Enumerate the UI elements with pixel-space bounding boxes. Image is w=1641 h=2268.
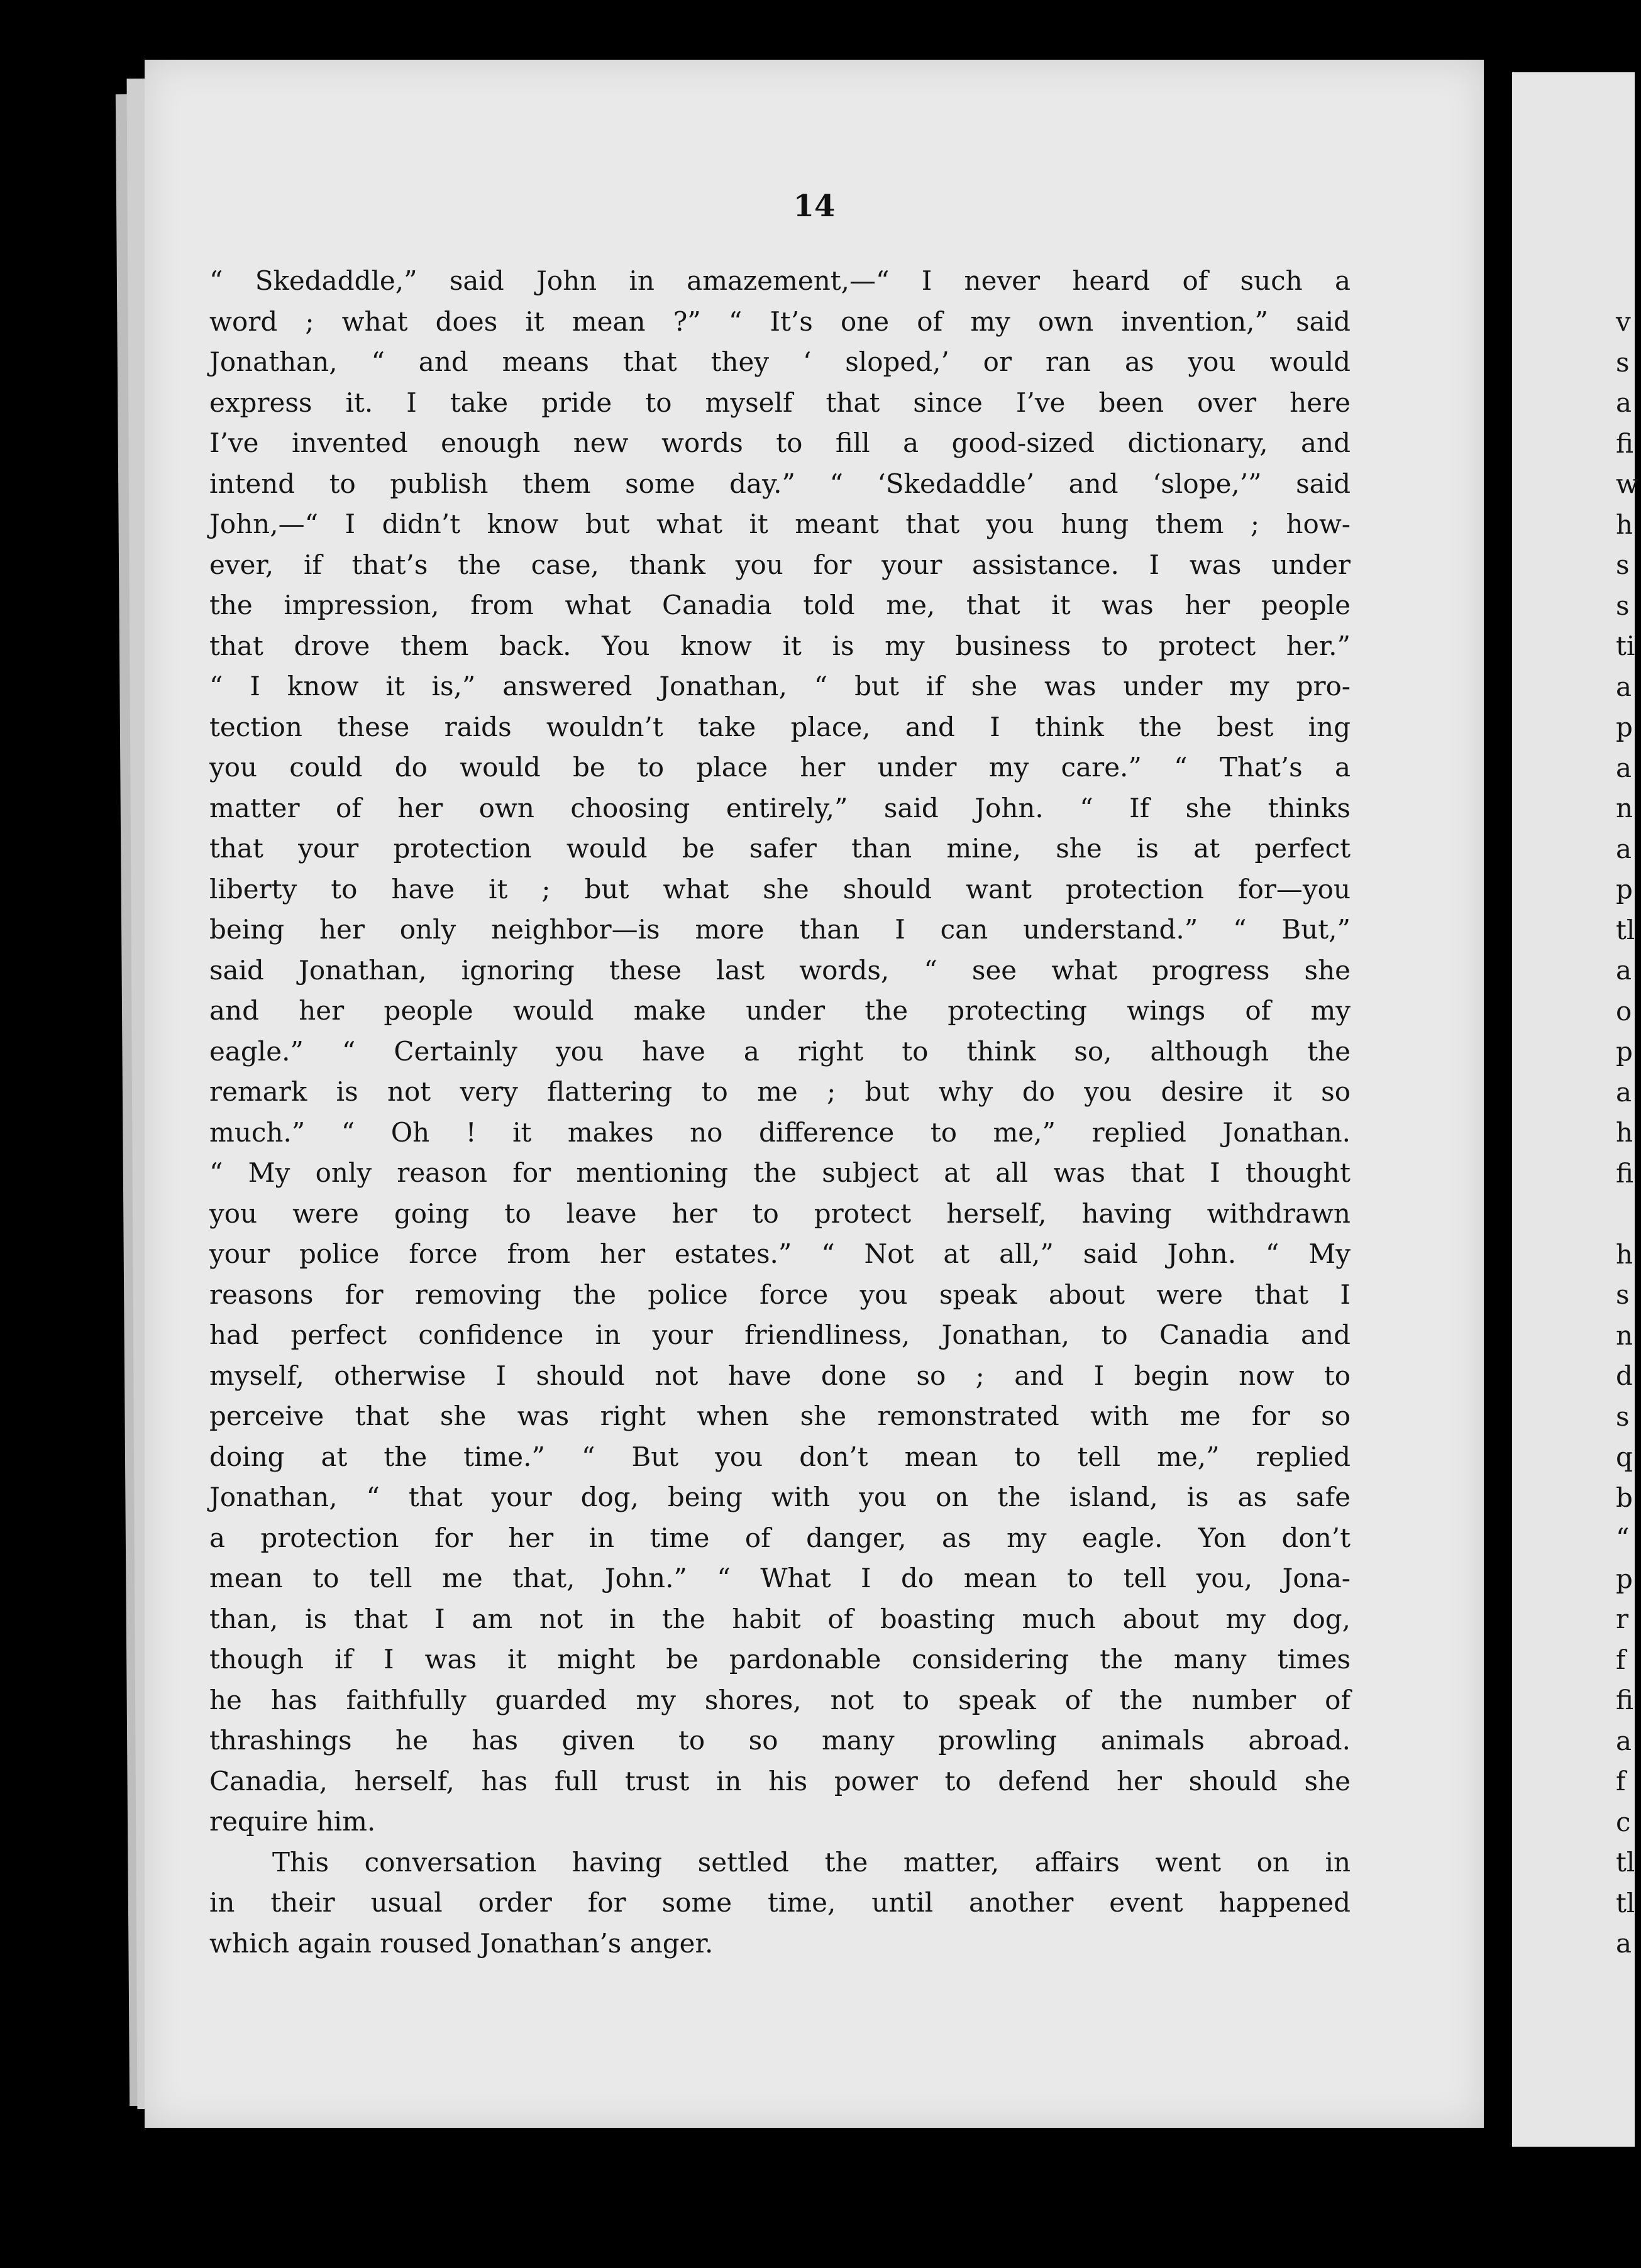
text-line: you could do would be to place her under my care.” “ That’s a	[209, 752, 1351, 783]
text-line: had perfect confidence in your friendliness, Jonathan, to Canadia and	[209, 1319, 1351, 1350]
text-line: than, is that I am not in the habit of boasting much about my dog,	[209, 1603, 1351, 1634]
text-fragment: v	[1616, 306, 1631, 337]
text-line: being her only neighbor—is more than I can understand.” “ But,”	[209, 914, 1351, 945]
text-line: matter of her own choosing entirely,” said John. “ If she thinks	[209, 792, 1351, 823]
text-fragment: fi	[1616, 1157, 1634, 1189]
text-fragment: p	[1616, 874, 1633, 905]
text-line: though if I was it might be pardonable considering the many times	[209, 1644, 1351, 1675]
text-line: and her people would make under the protecting wings of my	[209, 995, 1351, 1026]
page-number: 14	[793, 189, 836, 224]
text-line: a protection for her in time of danger, as my eagle. Yon don’t	[209, 1522, 1351, 1553]
text-fragment: p	[1616, 712, 1633, 742]
text-fragment: a	[1616, 1725, 1632, 1756]
text-line: “ Skedaddle,” said John in amazement,—“ I never heard of such a	[209, 265, 1351, 296]
text-line: thrashings he has given to so many prowling animals abroad.	[209, 1725, 1351, 1756]
text-fragment: ti	[1616, 630, 1635, 661]
text-line: liberty to have it ; but what she should want protection for—you	[209, 873, 1351, 905]
text-line: John,—“ I didn’t know but what it meant that you hung them ; how-	[209, 509, 1351, 539]
text-fragment: tl	[1616, 1847, 1635, 1878]
text-line: much.” “ Oh ! it makes no difference to me,” replied Jonathan.	[209, 1116, 1351, 1148]
book-gutter	[1484, 60, 1512, 2128]
text-line: “ I know it is,” answered Jonathan, “ but if she was under my pro-	[209, 671, 1351, 702]
text-fragment: s	[1616, 549, 1630, 580]
text-line: the impression, from what Canadia told me, that it was her people	[209, 590, 1351, 620]
text-fragment: a	[1616, 1928, 1632, 1959]
text-line: Jonathan, “ and means that they ‘ sloped,’ or ran as you would	[209, 346, 1351, 377]
text-line: that your protection would be safer than mine, she is at perfect	[209, 833, 1351, 864]
text-line: your police force from her estates.” “ Not at all,” said John. “ My	[209, 1238, 1351, 1269]
text-line: reasons for removing the police force you speak about were that I	[209, 1279, 1351, 1310]
text-fragment: n	[1616, 793, 1633, 823]
text-line: you were going to leave her to protect herself, having withdrawn	[209, 1197, 1351, 1229]
text-fragment: b	[1616, 1482, 1633, 1513]
text-fragment: h	[1616, 1238, 1633, 1270]
text-fragment: n	[1616, 1319, 1633, 1351]
text-line: word ; what does it mean ?” “ It’s one of my own invention,” said	[209, 306, 1351, 337]
text-line: eagle.” “ Certainly you have a right to think so, although the	[209, 1035, 1351, 1067]
text-line: intend to publish them some day.” “ ‘Skedaddle’ and ‘slope,’” said	[209, 468, 1351, 499]
text-line: This conversation having settled the matter, affairs went on in	[272, 1846, 1351, 1878]
text-fragment: “	[1616, 1522, 1630, 1553]
text-fragment: q	[1616, 1441, 1633, 1472]
text-fragment: s	[1616, 1279, 1630, 1310]
body-text	[209, 261, 1351, 1964]
text-fragment: o	[1616, 995, 1632, 1027]
text-fragment: a	[1616, 671, 1632, 702]
text-fragment: a	[1616, 955, 1632, 986]
text-line: Jonathan, “ that your dog, being with you on the island, is as safe	[209, 1482, 1351, 1512]
text-fragment	[1616, 1194, 1641, 1235]
text-fragment: h	[1616, 509, 1633, 540]
text-fragment: fi	[1616, 427, 1634, 459]
text-fragment: s	[1616, 590, 1630, 621]
text-fragment: a	[1616, 752, 1632, 783]
text-fragment: s	[1616, 346, 1630, 378]
text-fragment: f	[1616, 1644, 1626, 1675]
text-fragment: p	[1616, 1036, 1633, 1067]
text-fragment: r	[1616, 1604, 1629, 1634]
text-fragment: tl	[1616, 1887, 1635, 1918]
text-fragment: tl	[1616, 914, 1635, 945]
text-fragment: a	[1616, 387, 1632, 418]
text-line: that drove them back. You know it is my business to protect her.”	[209, 630, 1351, 661]
text-line: Canadia, herself, has full trust in his power to defend her should she	[209, 1765, 1351, 1797]
text-line: which again roused Jonathan’s anger.	[209, 1927, 714, 1959]
text-line: tection these raids wouldn’t take place, and I think the best ing	[209, 711, 1351, 742]
text-fragment: a	[1616, 1076, 1632, 1108]
text-fragment: fi	[1616, 1685, 1634, 1715]
next-page-text-fragments	[1616, 302, 1641, 1964]
text-line: said Jonathan, ignoring these last words, “ see what progress she	[209, 954, 1351, 986]
paragraph-2	[209, 1842, 1351, 1964]
text-line: remark is not very flattering to me ; but why do you desire it so	[209, 1076, 1351, 1107]
text-line: doing at the time.” “ But you don’t mean to tell me,” replied	[209, 1441, 1351, 1472]
text-fragment: a	[1616, 833, 1632, 864]
text-line: I’ve invented enough new words to fill a good-sized dictionary, and	[209, 427, 1351, 458]
text-line: require him.	[209, 1806, 376, 1837]
text-fragment: f	[1616, 1766, 1626, 1797]
text-line: “ My only reason for mentioning the subject at all was that I thought	[209, 1157, 1351, 1188]
text-line: he has faithfully guarded my shores, not to speak of the number of	[209, 1684, 1351, 1715]
text-line: mean to tell me that, John.” “ What I do mean to tell you, Jona-	[209, 1563, 1351, 1594]
text-fragment: p	[1616, 1563, 1633, 1594]
text-line: ever, if that’s the case, thank you for your assistance. I was under	[209, 549, 1351, 580]
text-fragment: c	[1616, 1806, 1631, 1837]
text-line: in their usual order for some time, until another event happened	[209, 1887, 1351, 1918]
paragraph-1	[209, 261, 1351, 1842]
text-fragment: s	[1616, 1401, 1630, 1432]
text-fragment: d	[1616, 1360, 1633, 1391]
text-fragment: h	[1616, 1117, 1633, 1148]
text-line: express it. I take pride to myself that since I’ve been over here	[209, 387, 1351, 418]
text-line: myself, otherwise I should not have done so ; and I begin now to	[209, 1360, 1351, 1391]
text-line: perceive that she was right when she remonstrated with me for so	[209, 1401, 1351, 1431]
text-fragment: w	[1616, 468, 1638, 499]
